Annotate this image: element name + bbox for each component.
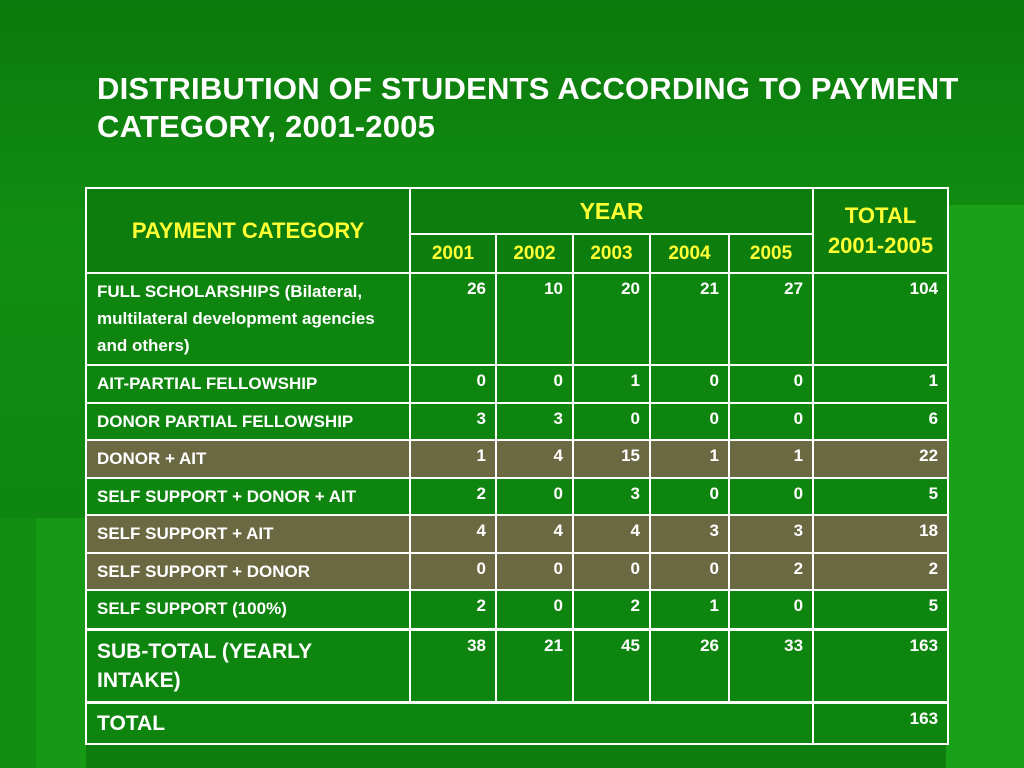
table-row (86, 515, 948, 553)
cell-2004: 0 (650, 478, 729, 515)
cell-total: 18 (813, 515, 948, 553)
row-label: DONOR + AIT (86, 440, 410, 478)
row-label: SELF SUPPORT + AIT (86, 515, 410, 553)
cell-2001: 0 (410, 365, 496, 403)
header-payment-category: PAYMENT CATEGORY (86, 188, 410, 273)
row-label: AIT-PARTIAL FELLOWSHIP (86, 365, 410, 403)
cell-2004: 0 (650, 403, 729, 440)
cell-2004: 1 (650, 590, 729, 629)
subtotal-label: SUB-TOTAL (YEARLY INTAKE) (86, 629, 410, 702)
cell-2003: 4 (573, 515, 650, 553)
background-block-right (946, 205, 1024, 768)
background-block-left (36, 518, 86, 768)
cell-2001: 3 (410, 403, 496, 440)
table-row (86, 273, 948, 365)
subtotal-total: 163 (813, 629, 948, 702)
cell-2005: 2 (729, 553, 813, 590)
table-row (86, 365, 948, 403)
cell-2001: 26 (410, 273, 496, 365)
cell-2002: 0 (496, 365, 573, 403)
cell-2001: 0 (410, 553, 496, 590)
cell-total: 5 (813, 590, 948, 629)
payment-category-table (85, 187, 949, 745)
cell-2002: 0 (496, 590, 573, 629)
cell-2001: 2 (410, 590, 496, 629)
cell-total: 6 (813, 403, 948, 440)
cell-2002: 0 (496, 553, 573, 590)
cell-2004: 21 (650, 273, 729, 365)
cell-2004: 0 (650, 553, 729, 590)
table-row (86, 403, 948, 440)
header-year: YEAR (410, 188, 813, 234)
cell-total: 2 (813, 553, 948, 590)
row-label: FULL SCHOLARSHIPS (Bilateral, multilateral development agencies and others) (86, 273, 410, 365)
subtotal-row (86, 629, 948, 702)
cell-2003: 3 (573, 478, 650, 515)
table-row (86, 590, 948, 629)
cell-2001: 4 (410, 515, 496, 553)
cell-2003: 15 (573, 440, 650, 478)
grand-total-label: TOTAL (86, 702, 813, 744)
row-label: SELF SUPPORT (100%) (86, 590, 410, 629)
header-year-2002: 2002 (496, 234, 573, 273)
cell-2002: 4 (496, 515, 573, 553)
header-year-2001: 2001 (410, 234, 496, 273)
subtotal-2005: 33 (729, 629, 813, 702)
row-label: SELF SUPPORT + DONOR (86, 553, 410, 590)
row-label: SELF SUPPORT + DONOR + AIT (86, 478, 410, 515)
header-year-2003: 2003 (573, 234, 650, 273)
header-year-2005: 2005 (729, 234, 813, 273)
row-label: DONOR PARTIAL FELLOWSHIP (86, 403, 410, 440)
cell-2002: 3 (496, 403, 573, 440)
cell-2004: 0 (650, 365, 729, 403)
cell-2003: 1 (573, 365, 650, 403)
cell-2003: 0 (573, 403, 650, 440)
table-row (86, 478, 948, 515)
cell-2001: 2 (410, 478, 496, 515)
cell-2001: 1 (410, 440, 496, 478)
header-total-line2: 2001-2005 (827, 232, 934, 258)
cell-total: 104 (813, 273, 948, 365)
cell-2005: 0 (729, 365, 813, 403)
header-total-line1: TOTAL (844, 202, 917, 228)
cell-2004: 3 (650, 515, 729, 553)
header-year-2004: 2004 (650, 234, 729, 273)
cell-2003: 0 (573, 553, 650, 590)
header-row-1 (86, 188, 948, 234)
cell-2002: 10 (496, 273, 573, 365)
cell-2002: 0 (496, 478, 573, 515)
cell-2005: 27 (729, 273, 813, 365)
cell-total: 1 (813, 365, 948, 403)
subtotal-2001: 38 (410, 629, 496, 702)
subtotal-2002: 21 (496, 629, 573, 702)
cell-2002: 4 (496, 440, 573, 478)
cell-total: 22 (813, 440, 948, 478)
cell-2003: 2 (573, 590, 650, 629)
header-total (813, 188, 948, 273)
cell-2003: 20 (573, 273, 650, 365)
cell-total: 5 (813, 478, 948, 515)
cell-2005: 0 (729, 478, 813, 515)
cell-2005: 3 (729, 515, 813, 553)
grand-total-row (86, 702, 948, 744)
cell-2004: 1 (650, 440, 729, 478)
table-row (86, 440, 948, 478)
background-strip-left (0, 518, 36, 768)
cell-2005: 0 (729, 403, 813, 440)
table-row (86, 553, 948, 590)
subtotal-2003: 45 (573, 629, 650, 702)
grand-total-value: 163 (813, 702, 948, 744)
slide-title: DISTRIBUTION OF STUDENTS ACCORDING TO PAYMENT CATEGORY, 2001-2005 (97, 71, 959, 144)
cell-2005: 0 (729, 590, 813, 629)
cell-2005: 1 (729, 440, 813, 478)
subtotal-2004: 26 (650, 629, 729, 702)
